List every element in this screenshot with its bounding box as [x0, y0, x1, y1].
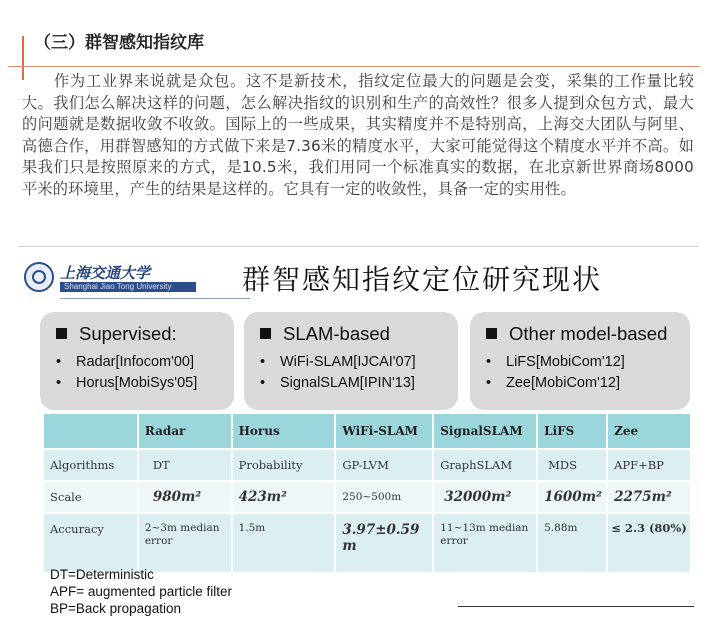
- section-title: （三）群智感知指纹库: [34, 33, 204, 53]
- table-row: [44, 481, 691, 513]
- category-heading: Supervised:: [56, 323, 177, 345]
- table-cell: APF+BP: [607, 449, 691, 481]
- table-row: [44, 513, 691, 572]
- table-header-row: [44, 414, 691, 449]
- table-cell: 250~500m: [335, 481, 433, 513]
- table-cell: 3.97±0.59 m: [335, 513, 433, 572]
- table-header-cell: [44, 414, 138, 449]
- table-cell: 2~3m median error: [138, 513, 232, 572]
- table-cell: 980m²: [138, 481, 232, 513]
- logo-chinese-name: 上海交通大学: [60, 264, 151, 282]
- table-cell: 423m²: [232, 481, 336, 513]
- table-header-cell: Horus: [232, 414, 336, 449]
- table-cell: Probability: [232, 449, 336, 481]
- heading-underline: [8, 66, 700, 67]
- slide-title: 群智感知指纹定位研究现状: [242, 263, 603, 296]
- body-paragraph: 作为工业界来说就是众包。这不是新技术，指纹定位最大的问题是会变，采集的工作量比较大。我们怎么解决这样的问题，怎么解决指纹的识别和生产的高效性？很多人提到众包方式，最大的问题就是数据收敛不收敛。国际上的一些成果，其实精度并不是特别高，上海交大团队与阿里、高德合作，用群智感知的方式做下来是7.36米的精度水平，大家可能觉得这个精度水平并不高。如果我们只是按照原来的方式，是10.5米，我们用同一个标准真实的数据，在北京新世界商场8000平米的环境里，产生的结果是这样的。它具有一定的收敛性，具备一定的实用性。: [22, 72, 694, 198]
- category-box-slam: [244, 312, 458, 410]
- category-heading: SLAM-based: [260, 323, 390, 345]
- table-cell: 2275m²: [607, 481, 691, 513]
- table-cell: 5.88m: [537, 513, 607, 572]
- table-row: [44, 449, 691, 481]
- square-bullet-icon: [56, 328, 67, 339]
- table-cell: Accuracy: [44, 513, 138, 572]
- table-cell: Scale: [44, 481, 138, 513]
- category-box-supervised: [40, 312, 234, 410]
- slide-image: [18, 246, 698, 620]
- table-header-cell: Radar: [138, 414, 232, 449]
- comparison-table: [44, 414, 692, 572]
- university-logo: [24, 262, 199, 296]
- table-header-cell: WiFi-SLAM: [335, 414, 433, 449]
- table-cell: 1.5m: [232, 513, 336, 572]
- square-bullet-icon: [486, 328, 497, 339]
- university-seal-icon: [24, 262, 54, 292]
- table-cell: GP-LVM: [335, 449, 433, 481]
- category-heading: Other model-based: [486, 323, 667, 345]
- table-cell: 32000m²: [433, 481, 537, 513]
- slide-bottom-rule: [458, 606, 694, 607]
- table-cell: GraphSLAM: [433, 449, 537, 481]
- category-item: • Zee[MobiCom'12]: [486, 375, 620, 391]
- table-cell: Algorithms: [44, 449, 138, 481]
- category-item: • SignalSLAM[IPIN'13]: [260, 375, 415, 391]
- slide-top-border: [18, 246, 698, 247]
- category-item: • LiFS[MobiCom'12]: [486, 354, 625, 370]
- square-bullet-icon: [260, 328, 271, 339]
- category-item: • Horus[MobiSys'05]: [56, 375, 198, 391]
- abbreviation-notes: [50, 566, 232, 617]
- table-header-cell: SignalSLAM: [433, 414, 537, 449]
- table-cell: ≤ 2.3 (80%): [607, 513, 691, 572]
- note-line: BP=Back propagation: [50, 601, 181, 616]
- table-header-cell: Zee: [607, 414, 691, 449]
- logo-rule: [60, 298, 250, 299]
- logo-english-name: Shanghai Jiao Tong University: [60, 282, 196, 292]
- note-line: APF= augmented particle filter: [50, 584, 232, 599]
- table-cell: 1600m²: [537, 481, 607, 513]
- table-cell: DT: [138, 449, 232, 481]
- note-line: DT=Deterministic: [50, 567, 154, 582]
- table-cell: MDS: [537, 449, 607, 481]
- category-item: • WiFi-SLAM[IJCAI'07]: [260, 354, 416, 370]
- category-item: • Radar[Infocom'00]: [56, 354, 195, 370]
- section-header: [0, 18, 710, 58]
- table-header-cell: LiFS: [537, 414, 607, 449]
- table-cell: 11~13m median error: [433, 513, 537, 572]
- category-box-other: [470, 312, 690, 410]
